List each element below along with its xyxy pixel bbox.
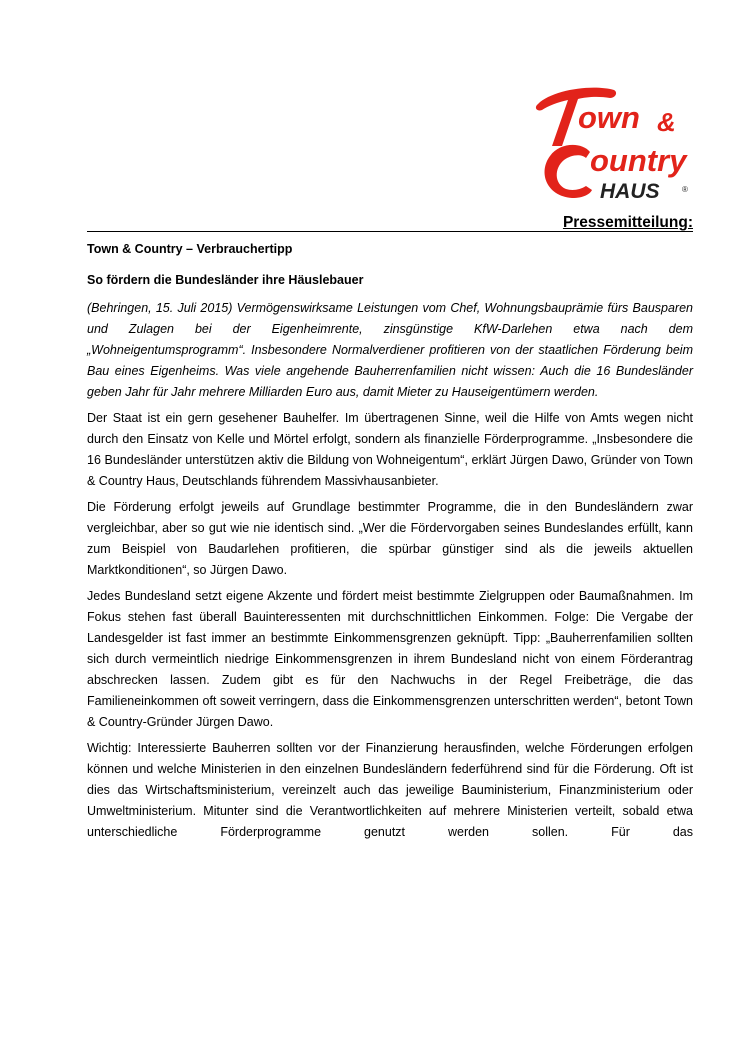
press-release-label: Pressemitteilung: <box>562 214 693 231</box>
article-paragraph-1: Der Staat ist ein gern gesehener Bauhelfer. Im übertragenen Sinne, weil die Hilfe von Amts wegen nicht durch den Einsatz von Kelle und Mörtel erfolgt, sondern als finanzielle Förderprogramme. „Insbesondere die 16 Bundesländer unterstützen aktiv die Bildung von Wohneigentum“, erklärt Jürgen Dawo, Gründer von Town & Country Haus, Deutschlands führendem Massivhausanbieter. <box>87 411 693 488</box>
article-headline: So fördern die Bundesländer ihre Häuslebauer <box>87 273 364 287</box>
article-lead-paragraph: (Behringen, 15. Juli 2015) Vermögenswirksame Leistungen vom Chef, Wohnungsbauprämie fürs Bausparen und Zulagen bei der Eigenheimrente, zinsgünstige KfW-Darlehen etwa nach dem „Wohneigentumsprogramm“. Insbesondere Normalverdiener profitieren von der staatlichen Förderung beim Bau eines Eigenheims. Was viele angehende Bauherrenfamilien nicht wissen: Auch die 16 Bundesländer geben Jahr für Jahr mehrere Milliarden Euro aus, damit Mieter zu Hauseigentümern werden. <box>87 301 693 399</box>
logo-text-own: own <box>578 100 640 135</box>
logo-ampersand: & <box>657 107 676 137</box>
article-body <box>87 240 693 848</box>
article-kicker: Town & Country – Verbrauchertipp <box>87 242 293 256</box>
article-paragraph-3: Jedes Bundesland setzt eigene Akzente und fördert meist bestimmte Zielgruppen oder Baumaßnahmen. Im Fokus stehen fast überall Bauinteressenten mit durchschnittlichen Einkommen. Folge: Die Vergabe der Landesgelder ist fast immer an bestimmte Einkommensgrenzen geknüpft. Tipp: „Bauherrenfamilien sollten sich durch vermeintlich niedrige Einkommensgrenzen in ihrem Bundesland nicht von einem Förderantrag abschrecken lassen. Zudem gibt es für den Nachwuchs in der Regel Freibeträge, die das Familieneinkommen oft soweit verringern, dass die Einkommensgrenzen unterschritten werden“, betont Town & Country-Gründer Jürgen Dawo. <box>87 589 693 729</box>
town-country-haus-logo <box>532 86 722 204</box>
article-paragraph-2: Die Förderung erfolgt jeweils auf Grundlage bestimmter Programme, die in den Bundesländern zwar vergleichbar, aber so gut wie nie identisch sind. „Wer die Fördervorgaben seines Bundeslandes erfüllt, kann zum Beispiel von Baudarlehen profitieren, die spürbar günstiger sind als die jeweils aktuellen Marktkonditionen“, so Jürgen Dawo. <box>87 500 693 577</box>
header-divider <box>87 231 693 232</box>
logo-text-haus: HAUS <box>600 180 660 203</box>
logo-trademark: ® <box>682 185 688 194</box>
logo-text-ountry: ountry <box>590 143 687 178</box>
article-paragraph-4: Wichtig: Interessierte Bauherren sollten vor der Finanzierung herausfinden, welche Förderungen erfolgen können und welche Ministerien in den einzelnen Bundesländern federführend sind für die Förderung. Oft ist dies das Wirtschaftsministerium, vereinzelt auch das jeweilige Bauministerium, Finanzministerium oder Umweltministerium. Mitunter sind die Verantwortlichkeiten auf mehrere Ministerien verteilt, sobald etwa unterschiedliche Förderprogramme genutzt werden sollen. Für das <box>87 741 693 839</box>
